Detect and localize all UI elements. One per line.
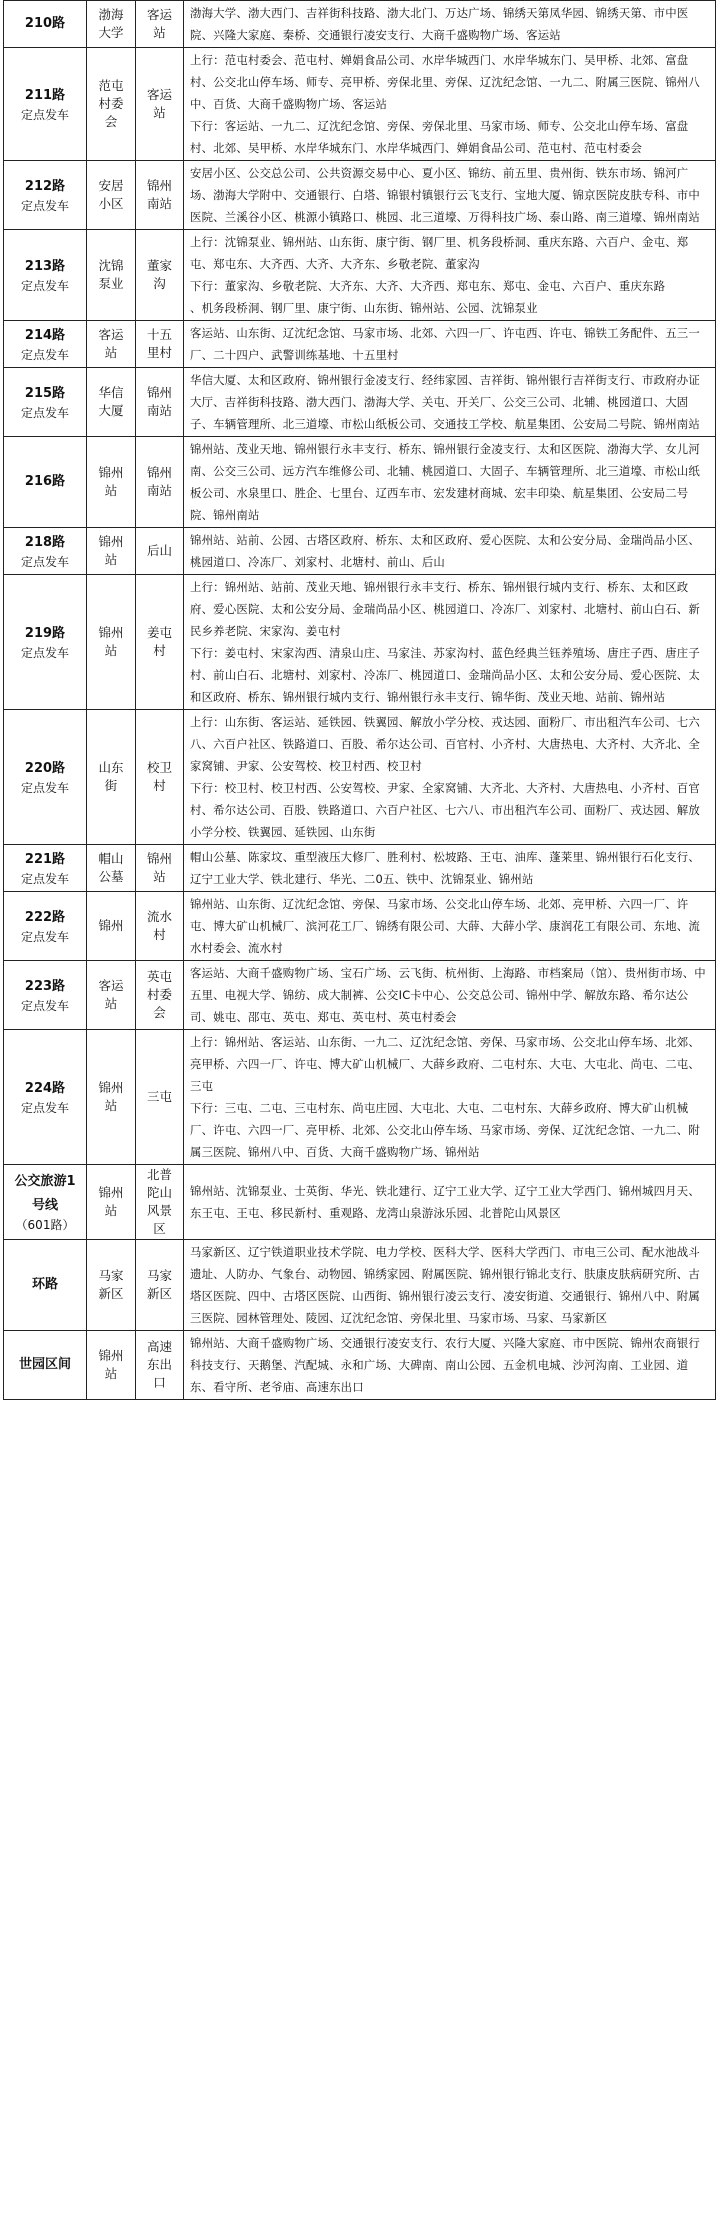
route-note: 定点发车: [20, 348, 69, 362]
route-cell: [4, 961, 87, 1030]
origin-terminal: 渤海大学: [87, 1, 136, 48]
stop-list: 华信大厦、太和区政府、锦州银行金凌支行、经纬家园、吉祥街、锦州银行吉祥街支行、市政府办证大厅、吉祥街科技路、渤大西门、渤海大学、关屯、开关厂、公交三公司、北辅、桃园道口、大固子、车辆管理所、北三道壕、市松山纸板公司、交通技工学校、航星集团、公安局二号院、锦州南站: [184, 368, 716, 437]
route-row: [4, 1165, 716, 1240]
stop-list: 锦州站、沈锦泵业、士英街、华光、铁北建行、辽宁工业大学、辽宁工业大学西门、锦州城四月天、东王屯、王屯、移民新村、重观路、龙湾山泉游泳乐园、北普陀山风景区: [184, 1165, 716, 1240]
route-cell: [4, 528, 87, 575]
origin-terminal: 帽山公墓: [87, 845, 136, 892]
stop-list: 安居小区、公交总公司、公共资源交易中心、夏小区、锦纺、前五里、贵州街、铁东市场、锦河广场、渤海大学附中、交通银行、白塔、锦银村镇银行云飞支行、宝地大厦、锦京医院皮肤专科、市中医院、兰溪谷小区、桃源小镇路口、桃园、北三道壕、万得科技广场、泰山路、南三道壕、锦州南站: [184, 161, 716, 230]
bus-route-table: [3, 0, 716, 1400]
stop-list: 上行：锦州站、客运站、山东街、一九二、辽沈纪念馆、旁保、马家市场、公交北山停车场、北郊、亮甲桥、六四一厂、许屯、博大矿山机械厂、大薛乡政府、二屯村东、大屯、大屯北、尚屯、二屯、三屯 下行：三屯、二屯、三屯村东、尚屯庄园、大屯北、大屯、二屯村东、大薛乡政府、博大矿山机械厂、许屯、六四一厂、亮甲桥、北郊、公交北山停车场、马家市场、旁保、辽沈纪念馆、一九二、附属三医院、锦州八中、百货、大商千盛购物广场、锦州站: [184, 1030, 716, 1165]
route-note: 定点发车: [20, 872, 69, 886]
route-cell: [4, 845, 87, 892]
route-row: [4, 230, 716, 321]
route-number: 212路: [24, 179, 66, 194]
route-cell: [4, 161, 87, 230]
route-row: [4, 161, 716, 230]
route-cell: [4, 1030, 87, 1165]
route-row: [4, 961, 716, 1030]
route-cell: [4, 1240, 87, 1331]
stop-list: 客运站、山东街、辽沈纪念馆、马家市场、北郊、六四一厂、许屯西、许屯、锦铁工务配件、五三一厂、二十四户、武警训练基地、十五里村: [184, 321, 716, 368]
stop-list: 马家新区、辽宁铁道职业技术学院、电力学校、医科大学、医科大学西门、市电三公司、配水池战斗遗址、人防办、气象台、动物园、锦绣家园、附属医院、锦州银行锦北支行、肤康皮肤病研究所、古塔区医院、四中、古塔区医院、山西街、锦州银行凌云支行、凌安街道、交通银行、锦州八中、附属三医院、园林管理处、陵园、辽沈纪念馆、旁保北里、马家市场、马家、马家新区: [184, 1240, 716, 1331]
route-number: 222路: [24, 910, 66, 925]
route-row: [4, 1, 716, 48]
destination-terminal: 锦州南站: [136, 437, 184, 528]
route-number: 220路: [24, 761, 66, 776]
route-number: 公交旅游1号线: [14, 1174, 76, 1213]
route-row: [4, 1331, 716, 1400]
route-number: 219路: [24, 626, 66, 641]
destination-terminal: 后山: [136, 528, 184, 575]
route-cell: [4, 368, 87, 437]
origin-terminal: 锦州: [87, 892, 136, 961]
route-row: [4, 437, 716, 528]
stop-list: 客运站、大商千盛购物广场、宝石广场、云飞街、杭州街、上海路、市档案局（馆）、贵州街市场、中五里、电视大学、锦纺、成大制裤、公交IC卡中心、公交总公司、锦州中学、解放东路、希尔达公司、姚屯、邵屯、英屯、郑屯、英屯村、英屯村委会: [184, 961, 716, 1030]
route-cell: [4, 48, 87, 161]
route-note: （601路）: [15, 1218, 75, 1232]
origin-terminal: 客运站: [87, 961, 136, 1030]
origin-terminal: 华信大厦: [87, 368, 136, 437]
origin-terminal: 锦州站: [87, 575, 136, 710]
destination-terminal: 姜屯村: [136, 575, 184, 710]
route-note: 定点发车: [20, 108, 69, 122]
origin-terminal: 安居小区: [87, 161, 136, 230]
route-row: [4, 368, 716, 437]
destination-terminal: 客运站: [136, 1, 184, 48]
origin-terminal: 客运站: [87, 321, 136, 368]
origin-terminal: 锦州站: [87, 528, 136, 575]
origin-terminal: 锦州站: [87, 1331, 136, 1400]
route-cell: [4, 437, 87, 528]
route-cell: [4, 575, 87, 710]
route-row: [4, 321, 716, 368]
route-cell: [4, 1165, 87, 1240]
route-row: [4, 845, 716, 892]
route-number: 214路: [24, 328, 66, 343]
destination-terminal: 锦州站: [136, 845, 184, 892]
destination-terminal: 校卫村: [136, 710, 184, 845]
origin-terminal: 范屯村委会: [87, 48, 136, 161]
route-table-body: [4, 1, 716, 1400]
route-number: 环路: [31, 1277, 58, 1292]
route-row: [4, 1240, 716, 1331]
route-note: 定点发车: [20, 999, 69, 1013]
route-number: 216路: [24, 474, 66, 489]
destination-terminal: 三屯: [136, 1030, 184, 1165]
route-note: 定点发车: [20, 406, 69, 420]
route-cell: [4, 892, 87, 961]
origin-terminal: 山东街: [87, 710, 136, 845]
destination-terminal: 董家沟: [136, 230, 184, 321]
origin-terminal: 锦州站: [87, 1165, 136, 1240]
stop-list: 锦州站、山东街、辽沈纪念馆、旁保、马家市场、公交北山停车场、北郊、亮甲桥、六四一厂、许屯、博大矿山机械厂、滨河花工厂、锦绣有限公司、大薛、大薛小学、康润花工有限公司、东地、流水村委会、流水村: [184, 892, 716, 961]
route-row: [4, 892, 716, 961]
route-number: 218路: [24, 535, 66, 550]
route-cell: [4, 321, 87, 368]
route-note: 定点发车: [20, 279, 69, 293]
origin-terminal: 马家新区: [87, 1240, 136, 1331]
destination-terminal: 高速东出口: [136, 1331, 184, 1400]
route-row: [4, 528, 716, 575]
stop-list: 锦州站、站前、公园、古塔区政府、桥东、太和区政府、爱心医院、太和公安分局、金瑞尚品小区、桃园道口、冷冻厂、刘家村、北塘村、前山、后山: [184, 528, 716, 575]
stop-list: 上行：范屯村委会、范屯村、婵娟食品公司、水岸华城西门、水岸华城东门、吴甲桥、北郊、富盘村、公交北山停车场、师专、亮甲桥、旁保北里、旁保、辽沈纪念馆、一九二、附属三医院、锦州八中、百货、大商千盛购物广场、客运站 下行：客运站、一九二、辽沈纪念馆、旁保、旁保北里、马家市场、师专、公交北山停车场、富盘村、北郊、吴甲桥、水岸华城东门、水岸华城西门、婵娟食品公司、范屯村、范屯村委会: [184, 48, 716, 161]
route-number: 世园区间: [18, 1357, 71, 1372]
stop-list: 帽山公墓、陈家坟、重型液压大修厂、胜利村、松坡路、王屯、油库、蓬莱里、锦州银行石化支行、辽宁工业大学、铁北建行、华光、二0五、铁中、沈锦泵业、锦州站: [184, 845, 716, 892]
route-row: [4, 48, 716, 161]
origin-terminal: 锦州站: [87, 437, 136, 528]
destination-terminal: 北普陀山风景区: [136, 1165, 184, 1240]
route-cell: [4, 1331, 87, 1400]
route-cell: [4, 230, 87, 321]
route-number: 213路: [24, 259, 66, 274]
route-note: 定点发车: [20, 646, 69, 660]
route-number: 211路: [24, 88, 66, 103]
destination-terminal: 客运站: [136, 48, 184, 161]
origin-terminal: 沈锦泵业: [87, 230, 136, 321]
route-cell: [4, 1, 87, 48]
route-number: 210路: [24, 16, 66, 31]
origin-terminal: 锦州站: [87, 1030, 136, 1165]
route-row: [4, 1030, 716, 1165]
stop-list: 渤海大学、渤大西门、吉祥街科技路、渤大北门、万达广场、锦绣天第凤华园、锦绣天第、市中医院、兴隆大家庭、秦桥、交通银行凌安支行、大商千盛购物广场、客运站: [184, 1, 716, 48]
route-note: 定点发车: [20, 1101, 69, 1115]
route-note: 定点发车: [20, 781, 69, 795]
destination-terminal: 马家新区: [136, 1240, 184, 1331]
stop-list: 上行：山东街、客运站、延铁园、铁翼园、解放小学分校、戎达园、面粉厂、市出租汽车公司、七六八、六百户社区、铁路道口、百股、希尔达公司、百官村、小齐村、大唐热电、大齐村、大齐北、全家窝铺、尹家、公安驾校、校卫村西、校卫村 下行：校卫村、校卫村西、公安驾校、尹家、全家窝铺、大齐北、大齐村、大唐热电、小齐村、百官村、希尔达公司、百股、铁路道口、六百户社区、七六八、市出租汽车公司、面粉厂、戎达园、解放小学分校、铁翼园、延铁园、山东街: [184, 710, 716, 845]
route-number: 223路: [24, 979, 66, 994]
route-note: 定点发车: [20, 555, 69, 569]
destination-terminal: 十五里村: [136, 321, 184, 368]
stop-list: 上行：锦州站、站前、茂业天地、锦州银行永丰支行、桥东、锦州银行城内支行、桥东、太和区政府、爱心医院、太和公安分局、金瑞尚品小区、桃园道口、冷冻厂、刘家村、北塘村、前山白石、新民乡养老院、宋家沟、姜屯村 下行：姜屯村、宋家沟西、清泉山庄、马家洼、苏家沟村、蓝色经典兰钰养殖场、唐庄子西、唐庄子村、前山白石、北塘村、刘家村、冷冻厂、桃园道口、金瑞尚品小区、太和公安分局、爱心医院、太和区政府、桥东、锦州银行城内支行、锦州银行永丰支行、锦华街、茂业天地、站前、锦州站: [184, 575, 716, 710]
stop-list: 上行：沈锦泵业、锦州站、山东街、康宁街、钢厂里、机务段桥洞、重庆东路、六百户、金屯、郑屯、郑屯东、大齐西、大齐、大齐东、乡敬老院、董家沟 下行：董家沟、乡敬老院、大齐东、大齐、大齐西、郑屯东、郑屯、金屯、六百户、重庆东路 、机务段桥洞、钢厂里、康宁街、山东街、锦州站、公园、沈锦泵业: [184, 230, 716, 321]
destination-terminal: 流水村: [136, 892, 184, 961]
destination-terminal: 锦州南站: [136, 161, 184, 230]
route-number: 221路: [24, 852, 66, 867]
destination-terminal: 英屯村委会: [136, 961, 184, 1030]
route-note: 定点发车: [20, 930, 69, 944]
route-cell: [4, 710, 87, 845]
route-row: [4, 575, 716, 710]
route-row: [4, 710, 716, 845]
stop-list: 锦州站、茂业天地、锦州银行永丰支行、桥东、锦州银行金凌支行、太和区医院、渤海大学、女儿河南、公交三公司、远方汽车维修公司、北辅、桃园道口、大固子、车辆管理所、北三道壕、市松山纸板公司、水泉里口、胜企、七里台、辽西车市、宏发建材商城、宏丰印染、航星集团、公安局二号院、锦州南站: [184, 437, 716, 528]
route-number: 224路: [24, 1081, 66, 1096]
route-note: 定点发车: [20, 199, 69, 213]
stop-list: 锦州站、大商千盛购物广场、交通银行凌安支行、农行大厦、兴隆大家庭、市中医院、锦州农商银行科技支行、天鹅堡、汽配城、永和广场、大碑南、南山公园、五金机电城、沙河沟南、工业园、道东、看守所、老爷庙、高速东出口: [184, 1331, 716, 1400]
destination-terminal: 锦州南站: [136, 368, 184, 437]
route-number: 215路: [24, 386, 66, 401]
